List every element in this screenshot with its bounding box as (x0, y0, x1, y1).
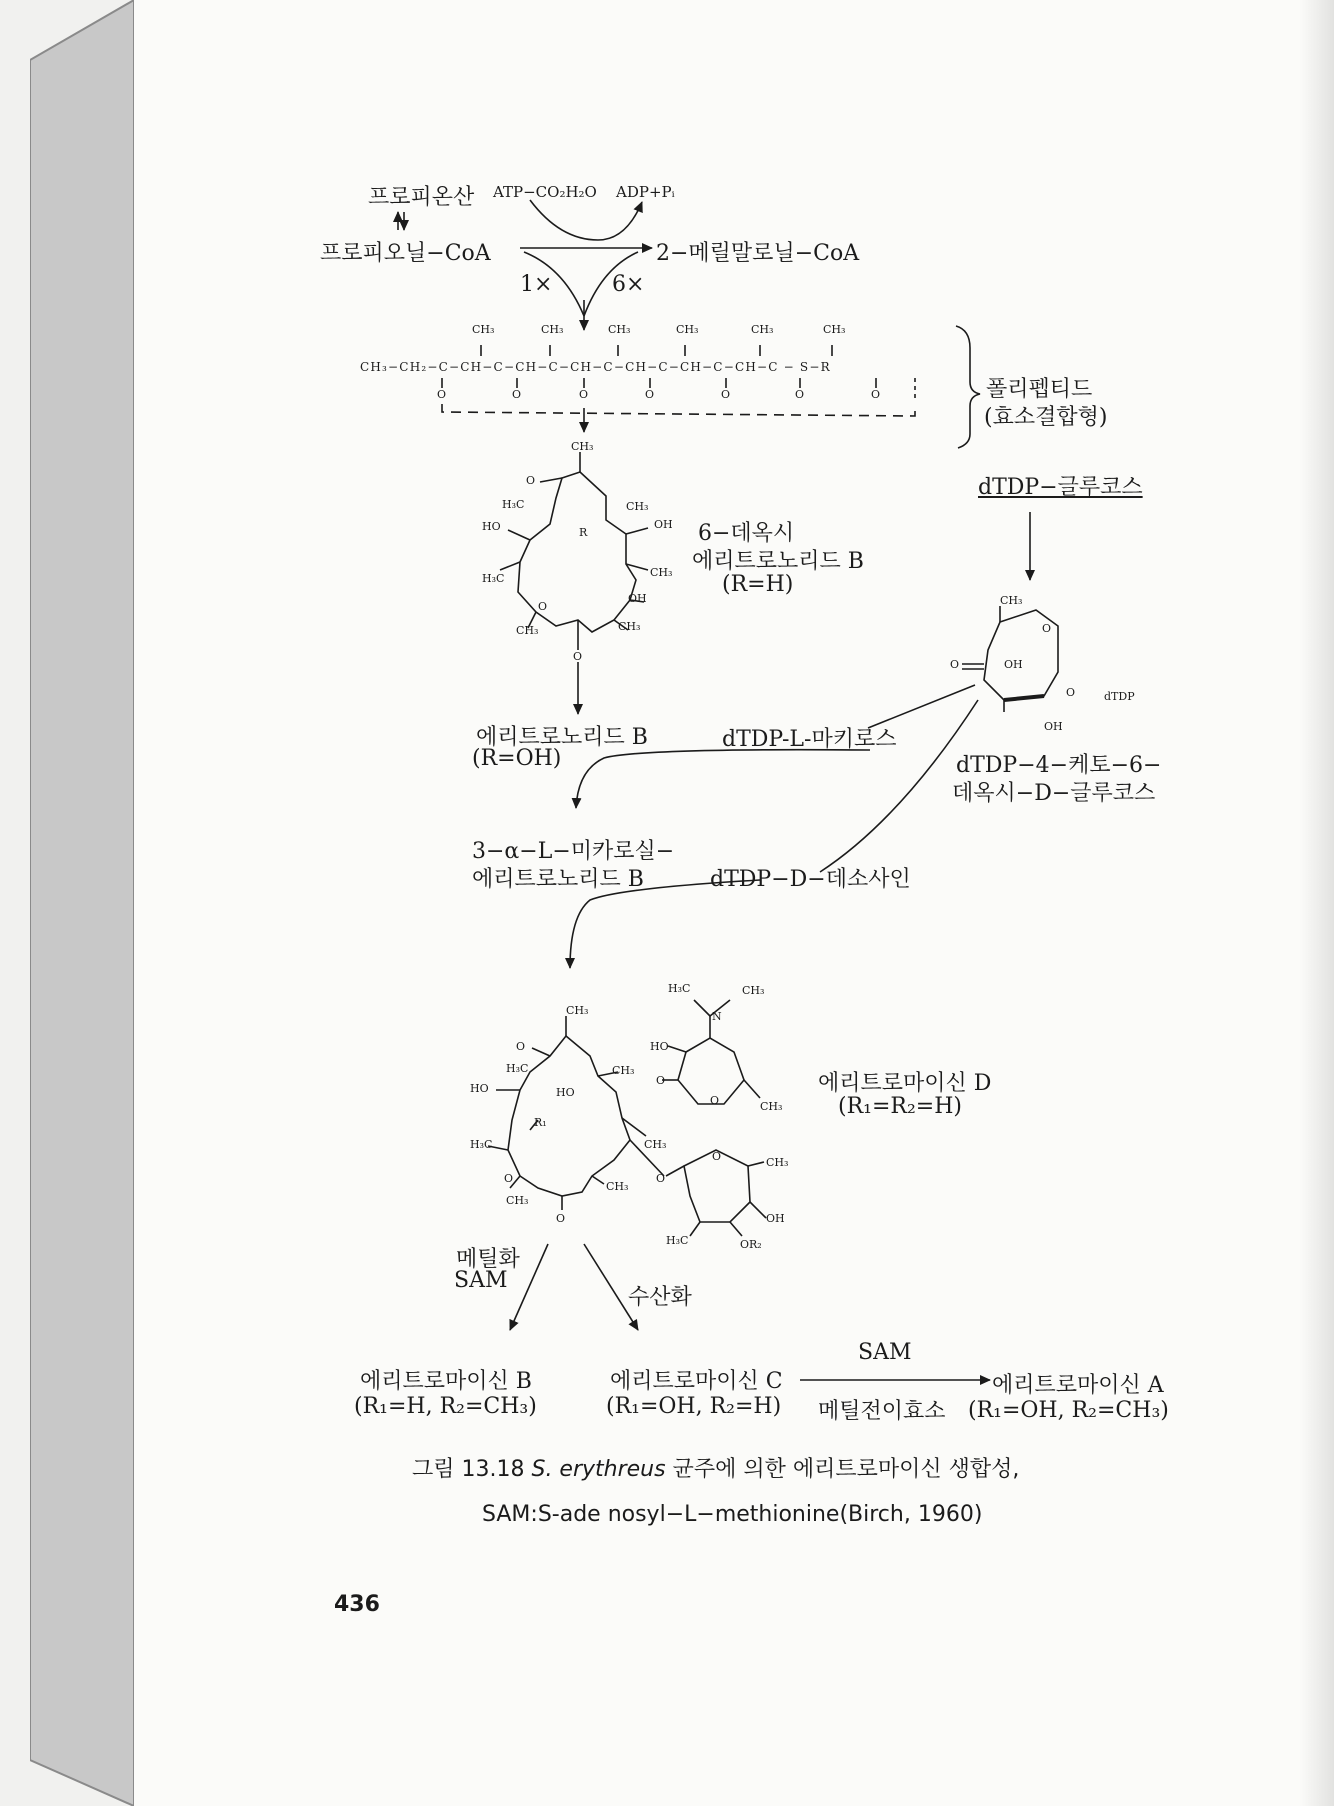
ery-ho-2: HO (556, 1086, 575, 1099)
des-h3c: H₃C (668, 982, 691, 995)
ery-a-r: (R₁=OH, R₂=CH₃) (968, 1398, 1169, 1423)
keto-sugar-line1: dTDP−4−케토−6− (956, 753, 1162, 778)
desosamine-incoming (570, 880, 760, 968)
deoxy-name-2: 에리트로노리드 B (692, 549, 864, 574)
deoxy-h3c-2: H₃C (482, 572, 505, 585)
propionyl-coa-label: 프로피오닐−CoA (320, 241, 491, 266)
des-ho: HO (650, 1040, 669, 1053)
ery-macrolide-ring (508, 1036, 630, 1196)
polyketide-brace (956, 326, 980, 448)
ery-ch3-mid: CH₃ (644, 1138, 667, 1151)
ery-ch3-top: CH₃ (566, 1004, 589, 1017)
chain-o-5: O (721, 388, 731, 401)
clad-or2: OR₂ (740, 1238, 762, 1251)
deoxy-h3c-1: H₃C (502, 498, 525, 511)
mycarosyl-line2: 에리트로노리드 B (472, 867, 644, 892)
deoxy-o-ring: O (538, 600, 548, 613)
ery-ho: HO (470, 1082, 489, 1095)
des-ch3-ring: CH₃ (760, 1100, 783, 1113)
clad-ch3: CH₃ (766, 1156, 789, 1169)
deoxy-macrolide-ring (518, 472, 636, 632)
deoxy-o-lactone: O (573, 650, 583, 663)
propionic-acid-label: 프로피온산 (368, 185, 475, 210)
mycarosyl-line1: 3−α−L−미카로실− (472, 839, 675, 864)
ery-r1: R₁ (534, 1116, 547, 1129)
caption-organism: S. erythreus (531, 1457, 666, 1482)
enzyme-bound-label: (효소결합형) (984, 405, 1108, 430)
ery-o-lactone: O (556, 1212, 566, 1225)
ery-d-r: (R₁=R₂=H) (838, 1094, 962, 1119)
one-x-label: 1× (520, 272, 553, 297)
dtdp-mycarose-label: dTDP-L-마키로스 (722, 727, 897, 752)
polyketide-backbone: CH₃−CH₂−C−CH−C−CH−C−CH−C−CH−C−CH−C−CH−C − S−R (360, 360, 831, 374)
dtdp-desosamine-label: dTDP−D−데소사인 (710, 867, 911, 892)
dtdp-glucose-label: dTDP−글루코스 (978, 475, 1143, 500)
caption-prefix: 그림 13.18 (412, 1457, 532, 1482)
sugar-o-dtdp: O (1066, 686, 1076, 699)
deoxy-o-ketone: O (526, 474, 536, 487)
ery-ch3-br: CH₃ (606, 1180, 629, 1193)
sugar-ch3: CH₃ (1000, 594, 1023, 607)
sugar-o-keto: O (950, 658, 960, 671)
chain-o-6: O (795, 388, 805, 401)
ery-h3c-2: H₃C (470, 1138, 493, 1151)
chain-ch3-5: CH₃ (751, 323, 774, 336)
methylation-sam-label: SAM (454, 1268, 508, 1293)
ery-c-r: (R₁=OH, R₂=H) (606, 1394, 782, 1419)
chain-ch3-3: CH₃ (608, 323, 631, 336)
chain-ch3-6: CH₃ (823, 323, 846, 336)
ery-ch3-right: CH₃ (612, 1064, 635, 1077)
deoxy-name-1: 6−데옥시 (698, 521, 795, 546)
methylation-label: 메틸화 (456, 1247, 520, 1272)
ery-b-r: (R₁=H, R₂=CH₃) (354, 1394, 537, 1419)
chain-o-2: O (512, 388, 522, 401)
deoxy-ch3-top: CH₃ (571, 440, 594, 453)
mycarose-incoming (576, 750, 870, 808)
keto-sugar-line2: 데옥시−D−글루코스 (952, 781, 1156, 806)
figure-caption-line1 (412, 1452, 1019, 1483)
deoxy-ch3-bl: CH₃ (516, 624, 539, 637)
chain-o-1: O (437, 388, 447, 401)
sugar-oh-1: OH (1004, 658, 1023, 671)
figure-caption-line2: SAM:S-ade nosyl−L−methionine(Birch, 1960) (482, 1502, 983, 1527)
des-o-link: O (656, 1074, 666, 1087)
chain-ch3-1: CH₃ (472, 323, 495, 336)
erythronolide-b-r: (R=OH) (472, 746, 562, 771)
chain-o-3: O (579, 388, 589, 401)
des-n: N (712, 1010, 722, 1023)
deoxy-oh-2: OH (628, 592, 647, 605)
chain-o-4: O (645, 388, 655, 401)
ery-a-name: 에리트로마이신 A (992, 1373, 1164, 1398)
methylmalonyl-coa-label: 2−메릴말로닐−CoA (656, 241, 860, 266)
ery-h3c-1: H₃C (506, 1062, 529, 1075)
ring-closure-dashed (442, 404, 915, 416)
deoxy-ho: HO (482, 520, 501, 533)
ery-c-name: 에리트로마이신 C (610, 1369, 783, 1394)
sugar-dtdp: dTDP (1104, 690, 1135, 703)
atp-arc (530, 200, 642, 240)
chain-ch3-4: CH₃ (676, 323, 699, 336)
erythronolide-b-name: 에리트로노리드 B (476, 725, 648, 750)
polyketide-label: 폴리펩티드 (986, 377, 1093, 402)
sam-label: SAM (858, 1340, 912, 1365)
sugar-o-ring: O (1042, 622, 1052, 635)
methyltransferase-label: 메틸전이효소 (818, 1399, 946, 1424)
ery-o-ketone: O (516, 1040, 526, 1053)
deoxy-r-label: (R=H) (722, 572, 794, 597)
deoxy-ch3-br: CH₃ (618, 620, 641, 633)
chain-o-7: O (871, 388, 881, 401)
deoxy-r: R (579, 526, 588, 539)
hydroxylation-label: 수산화 (628, 1285, 692, 1310)
deoxy-oh-1: OH (654, 518, 673, 531)
deoxy-ch3-right: CH₃ (626, 500, 649, 513)
ery-b-name: 에리트로마이신 B (360, 1369, 532, 1394)
ery-o-ring: O (504, 1172, 514, 1185)
des-o-ring: O (710, 1094, 720, 1107)
clad-h3c: H₃C (666, 1234, 689, 1247)
clad-oh: OH (766, 1212, 785, 1225)
ery-d-name: 에리트로마이신 D (818, 1071, 992, 1096)
page-number: 436 (334, 1592, 380, 1617)
des-ch3: CH₃ (742, 984, 765, 997)
chain-ch3-2: CH₃ (541, 323, 564, 336)
six-x-label: 6× (612, 272, 645, 297)
clad-o-ring: O (712, 1150, 722, 1163)
clad-o-link: O (656, 1172, 666, 1185)
deoxy-ch3-mid: CH₃ (650, 566, 673, 579)
caption-suffix: 균주에 의한 에리트로마이신 생합성, (665, 1457, 1020, 1482)
ery-ch3-bl: CH₃ (506, 1194, 529, 1207)
sugar-oh-2: OH (1044, 720, 1063, 733)
atp-label: ATP−CO₂H₂O (493, 183, 597, 201)
adp-label: ADP+Pᵢ (616, 183, 675, 201)
